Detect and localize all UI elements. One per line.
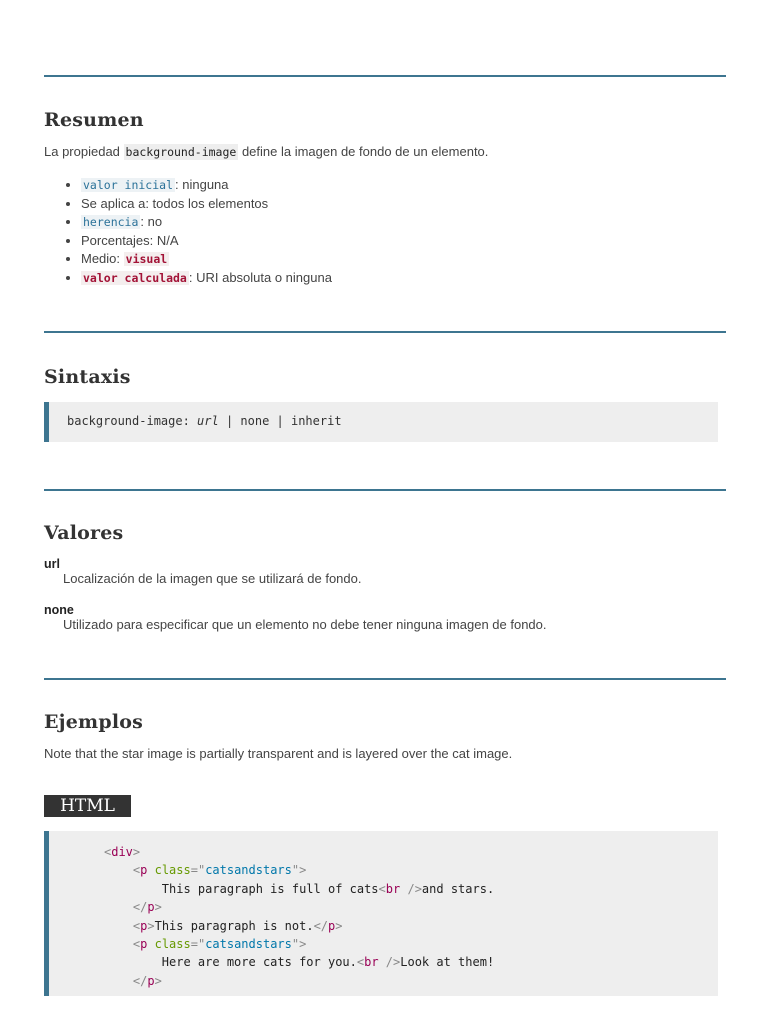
heading-sintaxis: Sintaxis: [44, 366, 131, 388]
list-item: [81, 213, 332, 232]
code-attr-value: catsandstars: [205, 937, 292, 952]
code-tag: br: [364, 955, 379, 970]
list-item-text: Porcentajes: N/A: [81, 232, 179, 248]
definition-url: Localización de la imagen que se utilizará de fondo.: [63, 571, 362, 586]
code-tag: p: [140, 918, 148, 933]
code-rest-values: | none | inherit: [218, 414, 342, 428]
list-item: [81, 232, 332, 251]
list-item: [81, 269, 332, 288]
code-text: Look at them!: [400, 955, 495, 970]
code-text: Here are more cats for you.: [161, 955, 357, 970]
code-tag: p: [147, 973, 155, 988]
list-item-text: : ninguna: [175, 177, 229, 192]
code-text: This paragraph is not.: [154, 918, 314, 933]
section-divider: [44, 678, 726, 680]
term-none: none: [44, 603, 74, 617]
code-tag: div: [111, 845, 133, 859]
code-attr-value: catsandstars: [205, 863, 292, 878]
code-text: and stars.: [421, 881, 495, 896]
code-attr: class: [154, 863, 191, 878]
code-tag: p: [140, 863, 148, 878]
code-text: This paragraph is full of cats: [161, 881, 379, 896]
list-item-text: Medio:: [81, 251, 124, 267]
html-code-block: [44, 831, 718, 996]
section-divider: [44, 489, 726, 491]
intro-text-before: La propiedad: [44, 144, 120, 159]
section-divider: [44, 331, 726, 333]
definition-none: Utilizado para especificar que un elemento no debe tener ninguna imagen de fondo.: [63, 617, 547, 632]
ejemplos-note: Note that the star image is partially transparent and is layered over the cat image.: [44, 746, 513, 761]
property-list: [62, 176, 332, 288]
list-item-text: : no: [140, 214, 163, 230]
code-tag: p: [140, 937, 148, 952]
inline-code-property: background-image: [125, 145, 237, 159]
html-code: <div> <p class="catsandstars"> This paragraph is full of cats<br />and stars. </p> <p>This paragraph is not.</p> <p class="catsandstars"> Here are more cats for you.<br />Look at them! </p>: [104, 845, 495, 988]
link-valor-calculada[interactable]: valor calculada: [83, 270, 187, 285]
term-url: url: [44, 557, 60, 571]
syntax-code-line: [67, 414, 342, 428]
code-tag: p: [147, 900, 155, 915]
list-item: [81, 176, 332, 195]
resumen-intro: [44, 144, 488, 159]
section-divider: [44, 75, 726, 77]
heading-resumen: Resumen: [44, 109, 144, 131]
list-item: [81, 195, 332, 214]
code-tag: br: [385, 881, 401, 896]
code-tag: p: [328, 918, 336, 933]
html-label: HTML: [44, 795, 131, 817]
list-item-text: : URI absoluta o ninguna: [188, 269, 332, 285]
link-herencia[interactable]: herencia: [83, 215, 139, 230]
link-valor-inicial[interactable]: valor inicial: [83, 178, 174, 192]
code-attr: class: [154, 937, 191, 952]
heading-ejemplos: Ejemplos: [44, 711, 144, 733]
list-item-text: Se aplica a: todos los elementos: [81, 195, 269, 211]
syntax-code-block: [44, 402, 718, 442]
list-item: [81, 250, 332, 269]
heading-valores: Valores: [44, 522, 124, 544]
link-visual[interactable]: visual: [125, 252, 168, 267]
code-url-value: url: [197, 414, 219, 428]
intro-text-after: define la imagen de fondo de un elemento.: [241, 144, 489, 159]
code-property: background-image:: [67, 414, 198, 428]
